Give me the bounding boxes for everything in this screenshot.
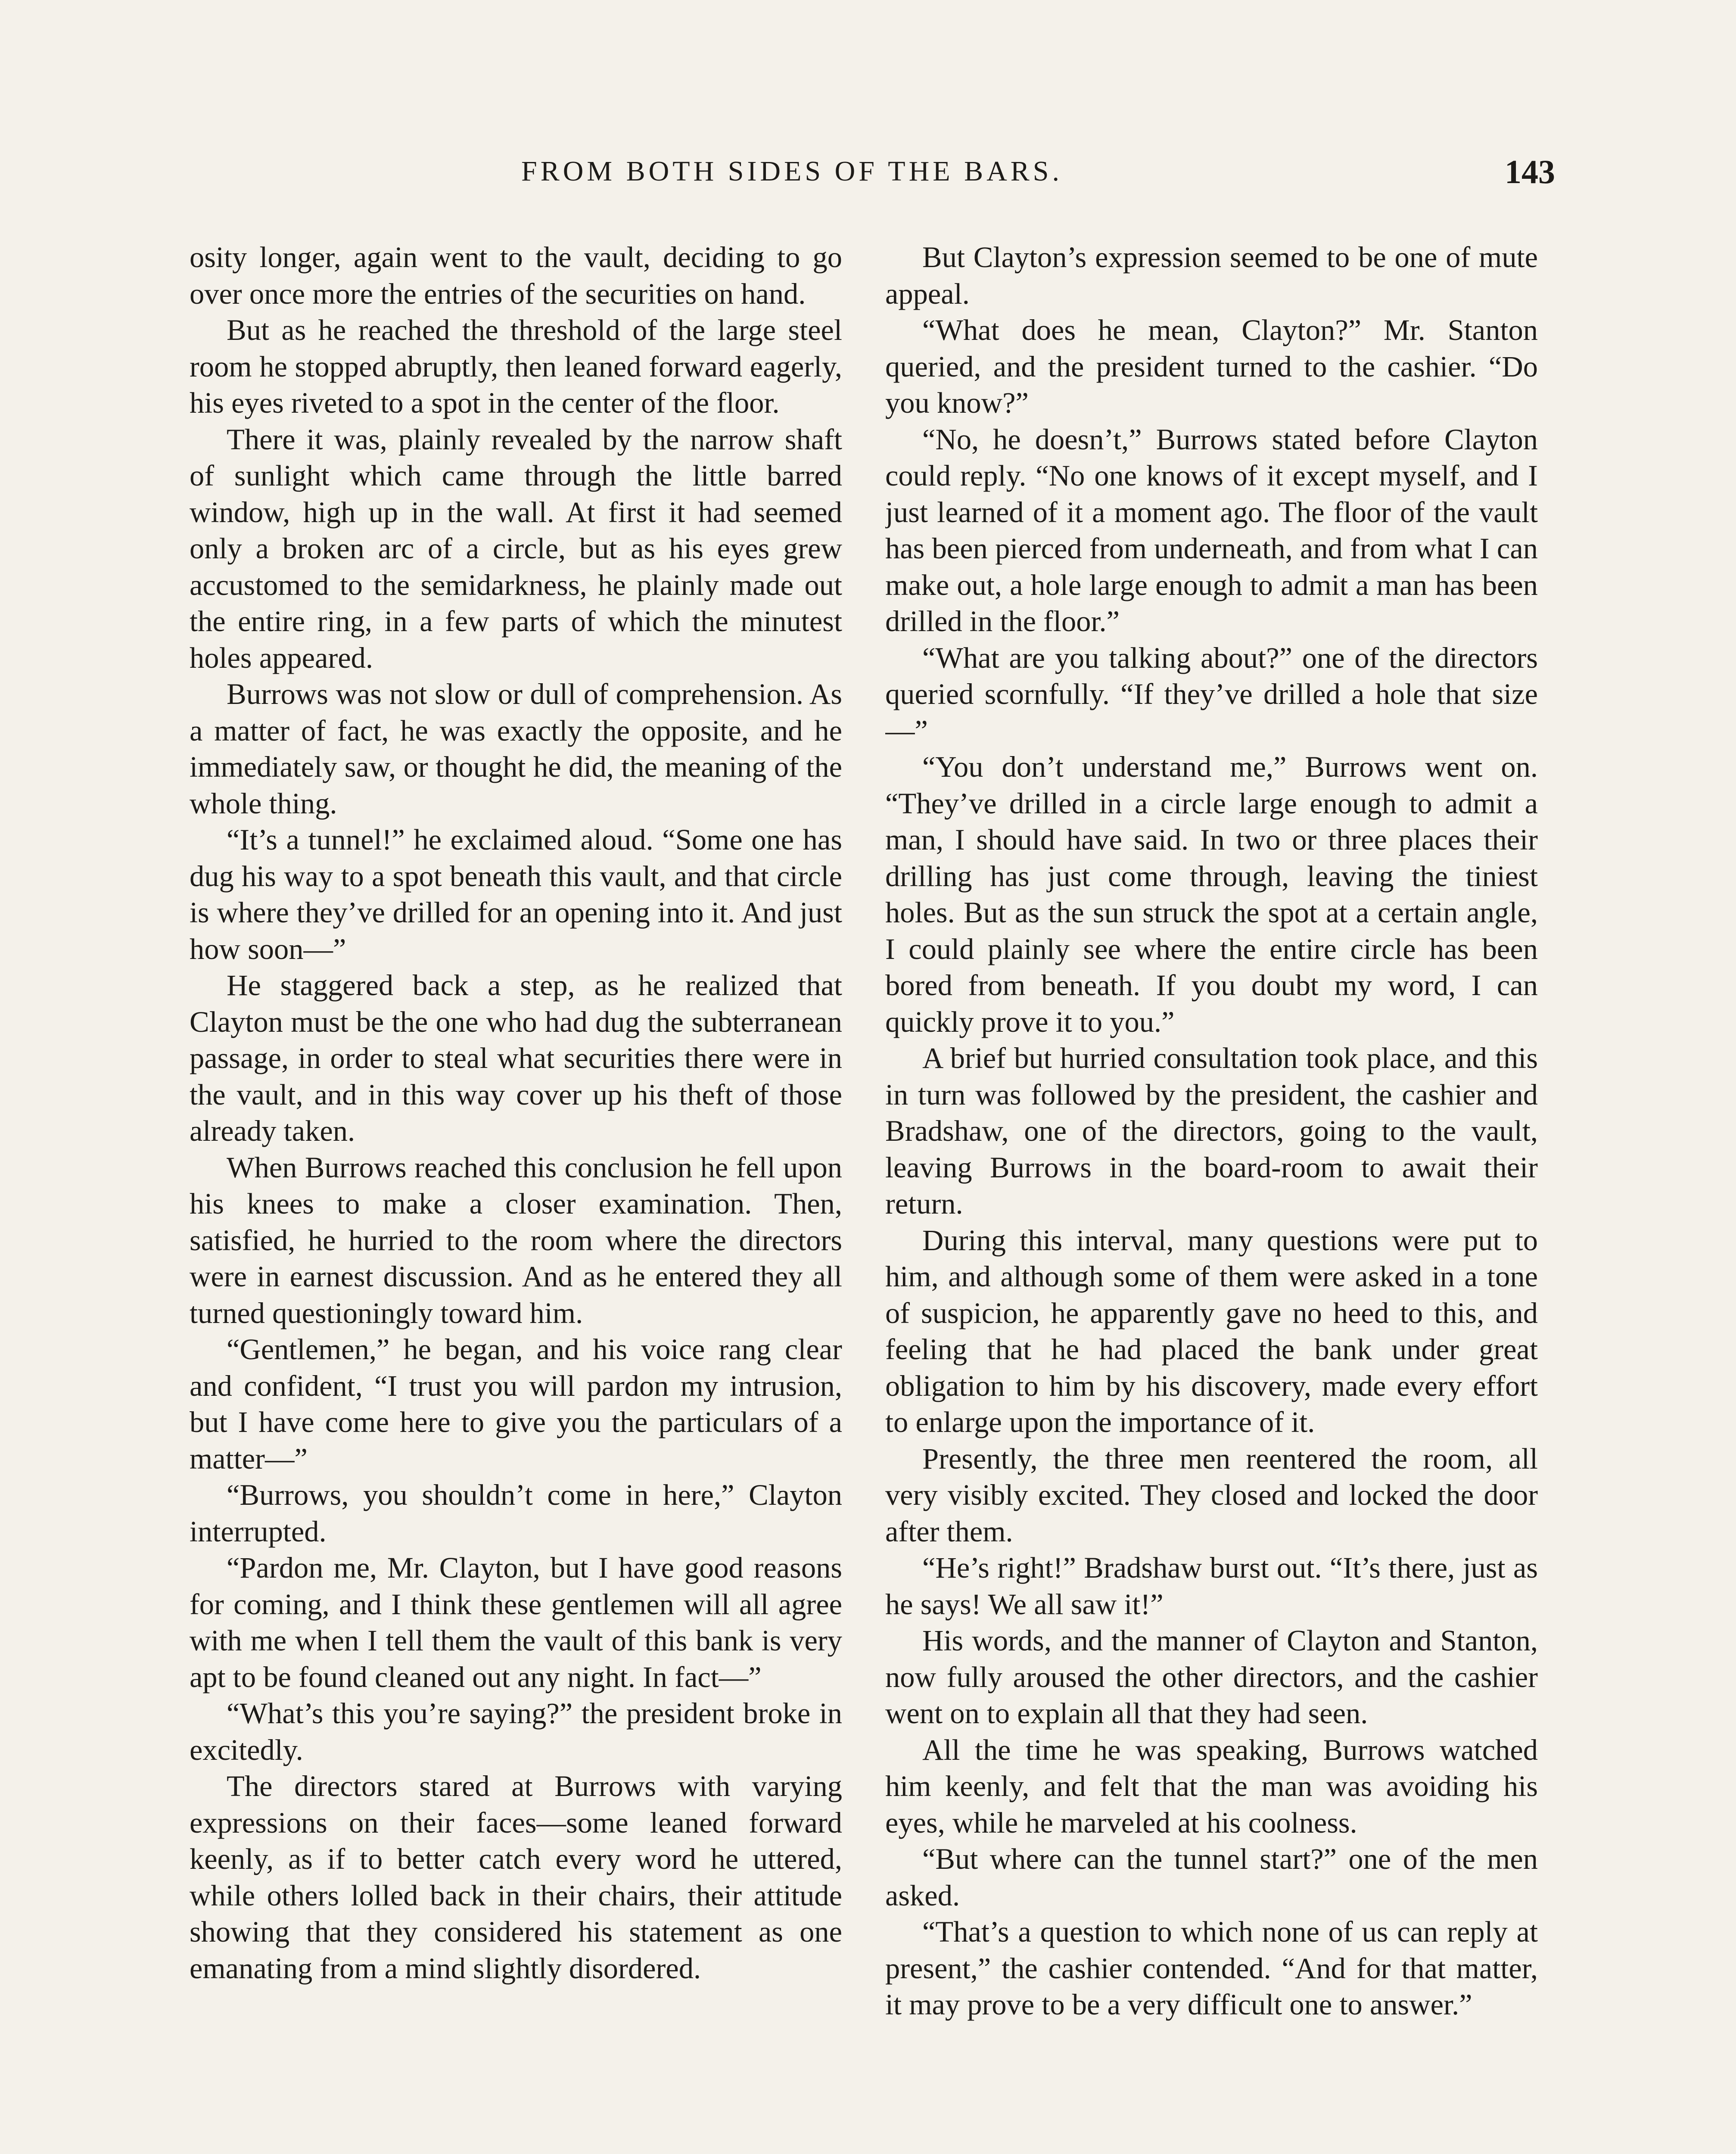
paragraph: “What are you talking about?” one of the directors queried scornfully. “If they’ve drilled a hole that size—” bbox=[885, 641, 1538, 747]
paragraph: “He’s right!” Bradshaw burst out. “It’s there, just as he says! We all saw it!” bbox=[885, 1551, 1538, 1621]
paragraph: There it was, plainly revealed by the narrow shaft of sunlight which came through the little barred window, high up in the wall. At first it had seemed only a broken arc of a circle, but as his eyes grew accustomed to the semidarkness, he plainly made out the entire ring, in a few parts of which the minutest holes appeared. bbox=[190, 423, 842, 674]
paragraph: “You don’t understand me,” Burrows went on. “They’ve drilled in a circle large enough to admit a man, I should have said. In two or three places their drilling has just come through, leaving the tiniest holes. But as the sun struck the spot at a certain angle, I could plainly see where the entire circle has been bored from beneath. If you doubt my word, I can quickly prove it to you.” bbox=[885, 750, 1538, 1038]
running-head: FROM BOTH SIDES OF THE BARS. bbox=[521, 156, 1063, 187]
paragraph: “But where can the tunnel start?” one of the men asked. bbox=[885, 1843, 1538, 1912]
paragraph: All the time he was speaking, Burrows watched him keenly, and felt that the man was avoiding his eyes, while he marveled at his coolness. bbox=[885, 1733, 1538, 1839]
paragraph: “Burrows, you shouldn’t come in here,” Clayton interrupted. bbox=[190, 1479, 842, 1548]
paragraph: Burrows was not slow or dull of comprehension. As a matter of fact, he was exactly the opposite, and he immediately saw, or thought he did, the meaning of the whole thing. bbox=[190, 678, 842, 820]
paragraph: “What’s this you’re saying?” the president broke in excitedly. bbox=[190, 1697, 842, 1766]
paragraph: The directors stared at Burrows with varying expressions on their faces—some leaned forward keenly, as if to better catch every word he uttered, while others lolled back in their chairs, their attitude showing that they considered his statement as one emanating from a mind slightly disordered. bbox=[190, 1770, 842, 1985]
paragraph: osity longer, again went to the vault, deciding to go over once more the entries of the securities on hand. bbox=[190, 241, 842, 310]
paragraph: His words, and the manner of Clayton and Stanton, now fully aroused the other directors, and the cashier went on to explain all that they had seen. bbox=[885, 1624, 1538, 1730]
paragraph: He staggered back a step, as he realized that Clayton must be the one who had dug the subterranean passage, in order to steal what securities there were in the vault, and in this way cover up his theft of those already taken. bbox=[190, 969, 842, 1147]
paragraph: “No, he doesn’t,” Burrows stated before Clayton could reply. “No one knows of it except myself, and I just learned of it a moment ago. The floor of the vault has been pierced from underneath, and from what I can make out, a hole large enough to admit a man has been drilled in the floor.” bbox=[885, 423, 1538, 638]
paragraph: When Burrows reached this conclusion he fell upon his knees to make a closer examination. Then, satisfied, he hurried to the room where the directors were in earnest discussion. And as he entered they all turned questioningly toward him. bbox=[190, 1151, 842, 1329]
paragraph: A brief but hurried consultation took place, and this in turn was followed by the president, the cashier and Bradshaw, one of the directors, going to the vault, leaving Burrows in the board-room to await their return. bbox=[885, 1042, 1538, 1220]
paragraph: “What does he mean, Clayton?” Mr. Stanton queried, and the president turned to the cashier. “Do you know?” bbox=[885, 314, 1538, 419]
page-number: 143 bbox=[1505, 153, 1555, 190]
paragraph: But as he reached the threshold of the large steel room he stopped abruptly, then leaned forward eagerly, his eyes riveted to a spot in the center of the floor. bbox=[190, 314, 842, 419]
paragraph: “Gentlemen,” he began, and his voice rang clear and confident, “I trust you will pardon my intrusion, but I have come here to give you the particulars of a matter—” bbox=[190, 1333, 842, 1475]
left-column bbox=[190, 239, 842, 2154]
paragraph: “Pardon me, Mr. Clayton, but I have good reasons for coming, and I think these gentlemen will all agree with me when I tell them the vault of this bank is very apt to be found cleaned out any night. In fact—” bbox=[190, 1551, 842, 1693]
paragraph: But Clayton’s expression seemed to be one of mute appeal. bbox=[885, 241, 1538, 310]
paragraph: Presently, the three men reentered the room, all very visibly excited. They closed and locked the door after them. bbox=[885, 1442, 1538, 1548]
right-column bbox=[885, 239, 1538, 2154]
paragraph: “It’s a tunnel!” he exclaimed aloud. “Some one has dug his way to a spot beneath this vault, and that circle is where they’ve drilled for an opening into it. And just how soon—” bbox=[190, 823, 842, 965]
page-header bbox=[185, 155, 1555, 202]
paragraph: “That’s a question to which none of us can reply at present,” the cashier contended. “And for that matter, it may prove to be a very difficult one to answer.” bbox=[885, 1915, 1538, 2021]
paragraph: During this interval, many questions were put to him, and although some of them were asked in a tone of suspicion, he apparently gave no heed to this, and feeling that he had placed the bank under great obligation to him by his discovery, made every effort to enlarge upon the importance of it. bbox=[885, 1223, 1538, 1438]
